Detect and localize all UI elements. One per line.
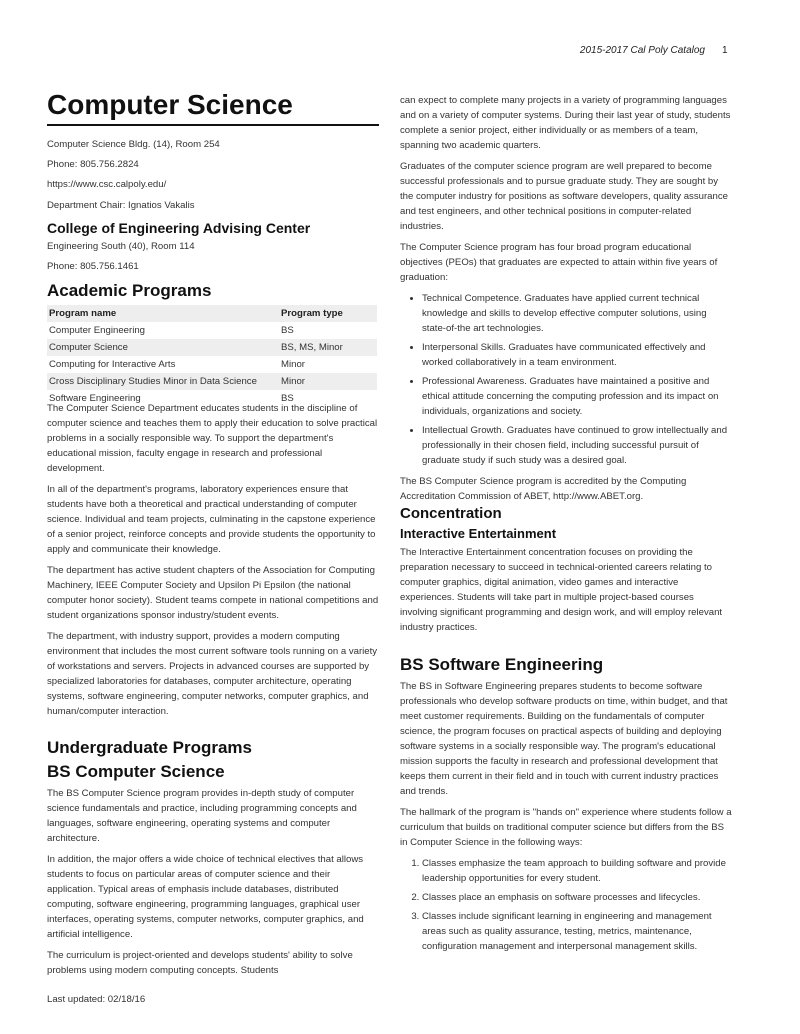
program-type: BS: [281, 393, 294, 404]
programs-table: [47, 305, 377, 407]
list-item: 2. Classes place an emphasis on software processes and lifecycles.: [422, 890, 732, 905]
advising-address: Engineering South (40), Room 114: [47, 241, 195, 252]
accreditation: The BS Computer Science program is accredited by the Computing Accreditation Commission of ABET, http://www.ABET.org.: [400, 476, 687, 502]
programs-heading: Academic Programs: [47, 281, 212, 300]
paragraph: The department has active student chapters of the Association for Computing Machinery, IEEE Computer Society and Upsilon Pi Epsilon (the national computer honor society). Student teams compete in national competitions and student organizations sponsor industry/student events.: [47, 565, 379, 621]
paragraph: can expect to complete many projects in a variety of programming languages and on a variety of computer systems. During their last year of study, students complete a senior project, either individually or as members of a team, spanning two academic quarters.: [400, 95, 731, 151]
paragraph: Graduates of the computer science program are well prepared to become successful professionals and to pursue graduate study. They are sought by the computer industry for positions as software developers, quality assurance and test engineers, and other technical positions in computer-related industries.: [400, 161, 728, 232]
concentration-heading: Concentration: [400, 505, 502, 522]
program-name[interactable]: Computer Science: [47, 339, 279, 356]
contact-url[interactable]: https://www.csc.calpoly.edu/: [47, 179, 167, 190]
list-item: 3. Classes include significant learning in engineering and management areas such as quality assurance, testing, metrics, maintenance, configuration management and interpersonal management skills.: [422, 909, 732, 954]
table-row: [47, 339, 377, 356]
paragraph: The curriculum is project-oriented and develops students' ability to solve problems using modern computing concepts. Students: [47, 950, 353, 976]
program-type: BS, MS, Minor: [279, 339, 377, 356]
list-item: • Professional Awareness. Graduates have maintained a positive and ethical attitude concerning the computing profession and its impact on individuals, organizations and society.: [422, 374, 732, 419]
left-top: [47, 88, 379, 415]
table-header-row: [47, 305, 377, 322]
table-row: [47, 373, 377, 390]
undergrad-heading: Undergraduate Programs: [47, 738, 252, 757]
left-undergrad: [47, 737, 379, 984]
peo-list: [400, 291, 732, 468]
paragraph: The BS in Software Engineering prepares students to become software professionals who develop software products on time, within budget, and that meet customer requirements. Building on the fundamentals of computer science, the program focuses on practical aspects of building and deploying software systems in a socially responsible way. The program's educational mission supports the faculty in research and professional development that keeps them current in their field and in touch with current industry practices and trends.: [400, 681, 728, 797]
left-intro: [47, 401, 379, 725]
advising-phone: Phone: 805.756.1461: [47, 261, 139, 272]
last-updated: Last updated: 02/18/16: [47, 994, 146, 1005]
bsse-heading: BS Software Engineering: [400, 655, 604, 674]
program-type: Minor: [281, 359, 305, 370]
right-concentration: [400, 505, 732, 641]
table-row: [47, 356, 377, 373]
list-item: 1. Classes emphasize the team approach to building software and provide leadership opportunities for every student.: [422, 856, 732, 886]
program-name[interactable]: Computing for Interactive Arts: [49, 359, 176, 370]
contact-phone: Phone: 805.756.2824: [47, 159, 139, 170]
page-title: Computer Science: [47, 88, 379, 126]
list-item: • Interpersonal Skills. Graduates have communicated effectively and worked collaboratively in a team environment.: [422, 340, 732, 370]
table-row: [47, 322, 377, 339]
paragraph: The Computer Science program has four broad program educational objectives (PEOs) that graduates are expected to attain within five years of graduation:: [400, 242, 718, 283]
list-item: • Technical Competence. Graduates have applied current technical knowledge and skills to develop effective computer solutions, using state-of-the art technologies.: [422, 291, 732, 336]
paragraph: The Interactive Entertainment concentration focuses on providing the preparation necessary to succeed in technical-oriented careers relating to computer graphics, digital animation, video games and interactive experiences. Students will take part in multiple project-based courses involving significant programming and design work, and will employ relevant industry practices.: [400, 547, 723, 633]
ie-heading: Interactive Entertainment: [400, 526, 557, 541]
bsse-list: [400, 856, 732, 954]
page-number: 1: [722, 45, 728, 56]
paragraph: In all of the department's programs, laboratory experiences ensure that students have both a theoretical and practical understanding of computer science. Individual and team projects, culminating in the capstone experience of a senior project, reinforce concepts and provide students the opportunity to apply and communicate their knowledge.: [47, 484, 376, 555]
paragraph: The BS Computer Science program provides in-depth study of computer science fundamentals and practice, including programming concepts and languages, software engineering, operating systems and computer architecture.: [47, 788, 357, 844]
paragraph: In addition, the major offers a wide choice of technical electives that allows students to focus on particular areas of computer science and their application. Typical areas of emphasis include databases, distributed computing, software engineering, programming languages, graphical user interfaces, operating systems, computer networks, computer graphics, and artificial intelligence.: [47, 854, 364, 940]
program-type: BS: [281, 325, 294, 336]
column-header: Program name: [47, 305, 279, 322]
paragraph: The hallmark of the program is "hands on" experience where students follow a curriculum that builds on traditional computer science but differs from the BS in Computer Science in the following ways:: [400, 807, 732, 848]
column-header: Program type: [279, 305, 377, 322]
contact-address: Computer Science Bldg. (14), Room 254: [47, 139, 220, 150]
right-top: [400, 93, 732, 510]
program-name[interactable]: Cross Disciplinary Studies Minor in Data Science: [47, 373, 279, 390]
department-chair: Department Chair: Ignatios Vakalis: [47, 200, 195, 211]
program-type: Minor: [279, 373, 377, 390]
bscs-heading: BS Computer Science: [47, 762, 225, 781]
program-name[interactable]: Computer Engineering: [49, 325, 145, 336]
advising-heading: College of Engineering Advising Center: [47, 220, 311, 236]
paragraph: The department, with industry support, provides a modern computing environment that includes the most current software tools running on a variety of workstations and servers. Projects in advanced courses are supported by specialized laboratories for databases, computer architecture, operating systems, software engineering, computer networks, computer graphics, and human/computer interaction.: [47, 631, 378, 717]
program-name[interactable]: Software Engineering: [49, 393, 141, 404]
right-bsse: [400, 654, 732, 960]
list-item: • Intellectual Growth. Graduates have continued to grow intellectually and professionally in their chosen field, including successful pursuit of graduate study if such study was a desired goal.: [422, 423, 732, 468]
paragraph: The Computer Science Department educates students in the discipline of computer science and teaches them to apply their education to solve practical problems in a socially responsible way. To support the department's educational mission, faculty engage in research and professional development.: [47, 403, 378, 474]
catalog-header: 2015-2017 Cal Poly Catalog: [579, 45, 705, 56]
